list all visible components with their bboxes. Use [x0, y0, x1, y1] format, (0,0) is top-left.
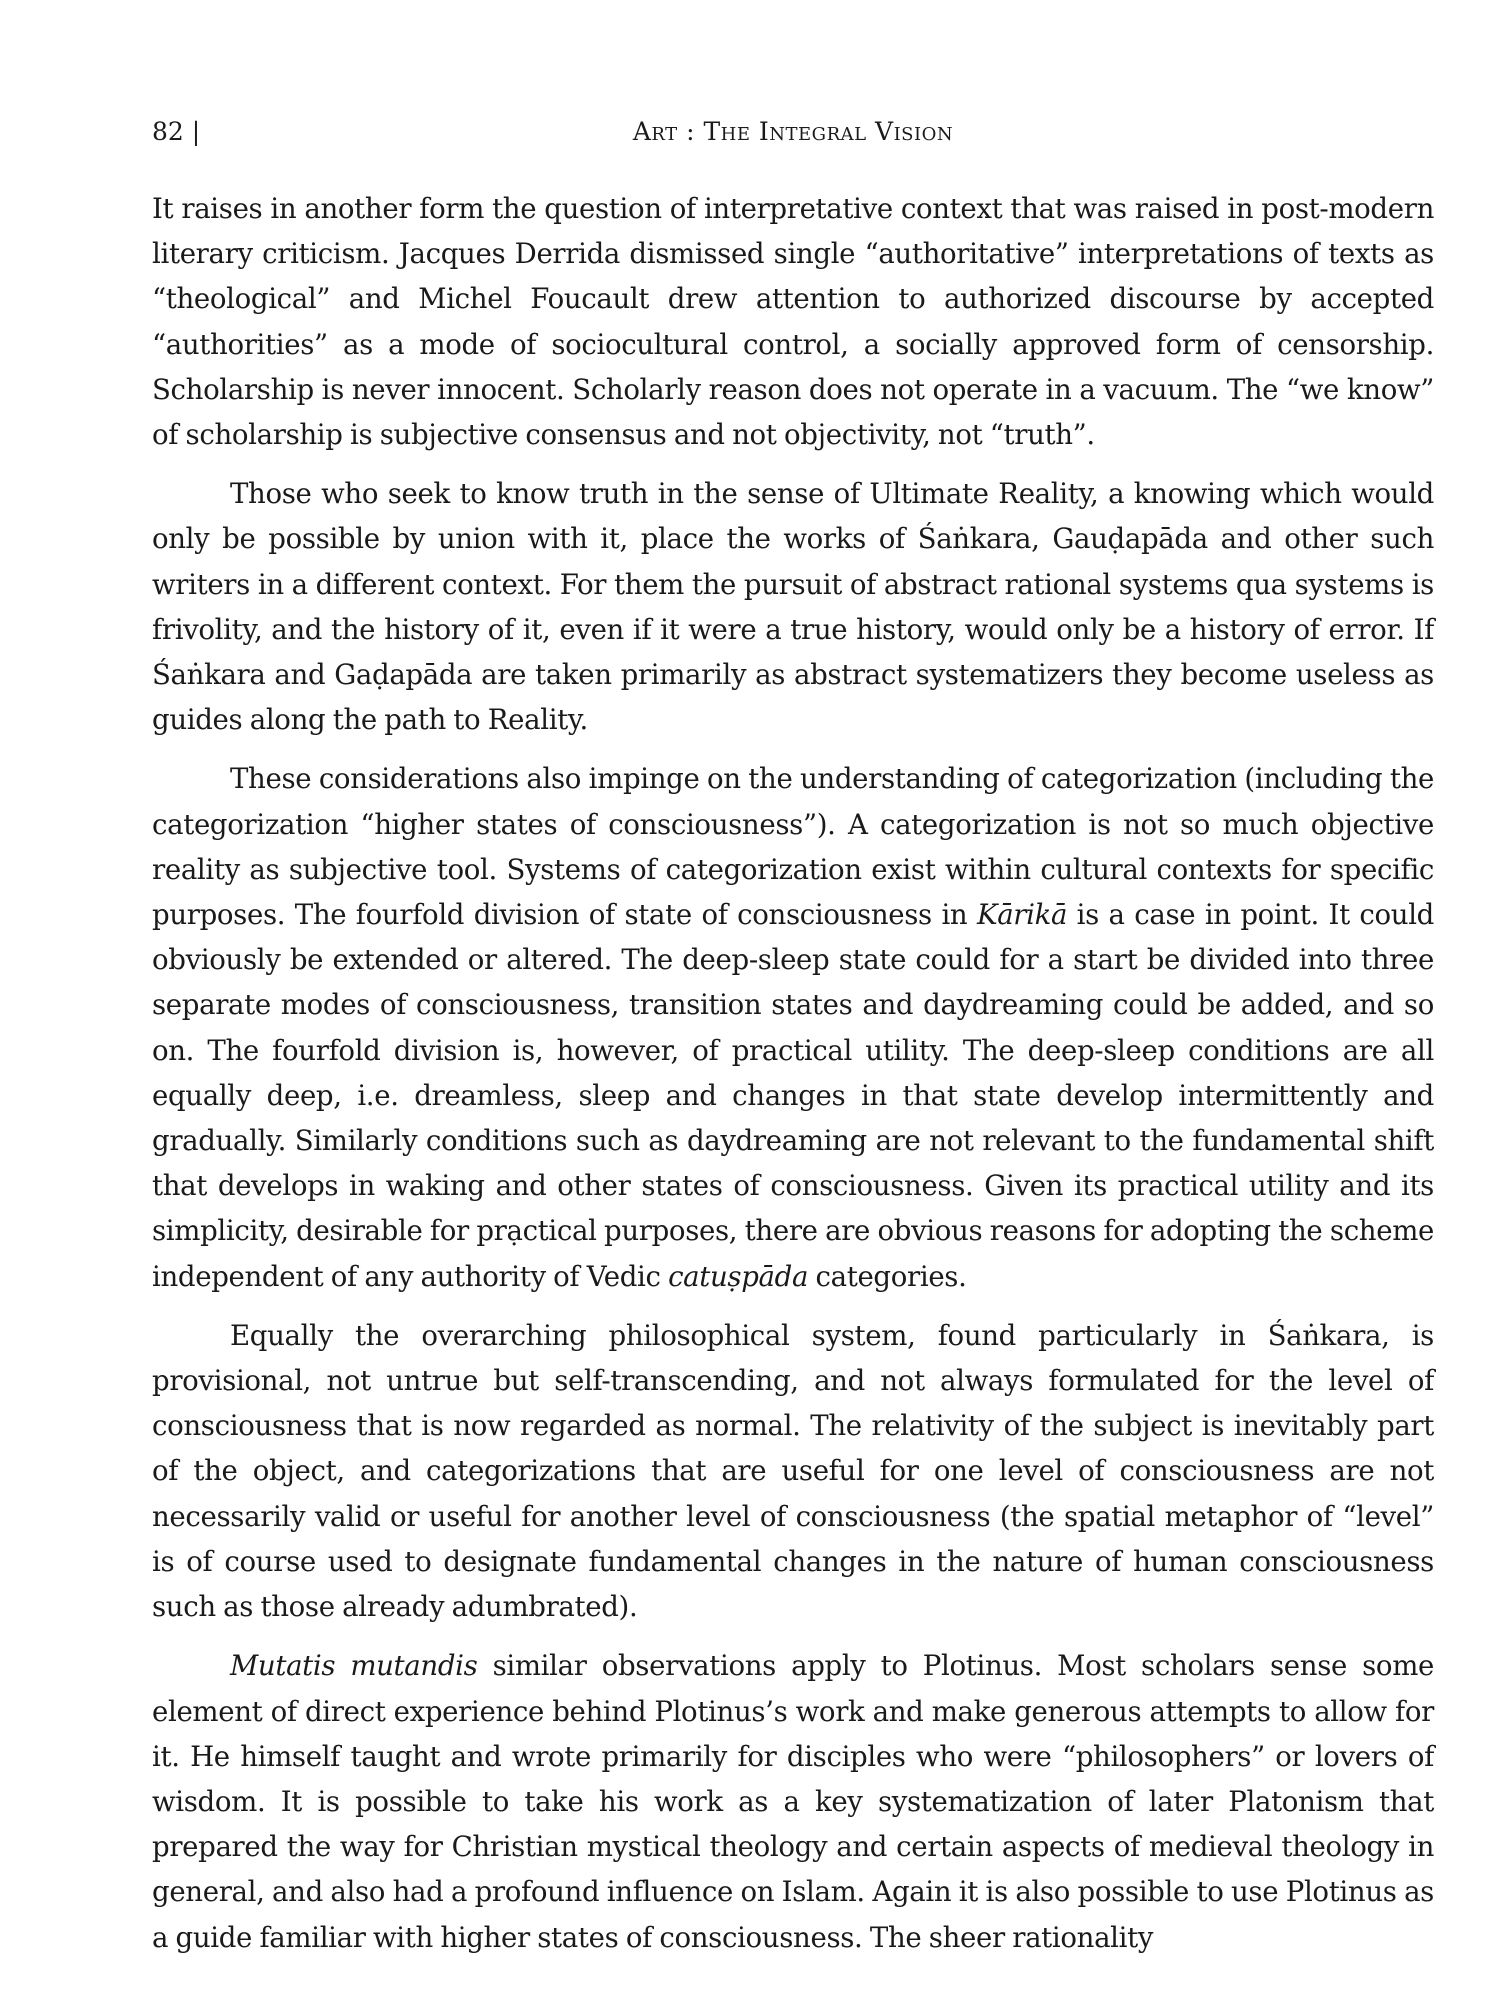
page-number: 82 |	[152, 117, 201, 146]
text-run: It raises in another form the question of interpretative context that was raised in post-modern literary criticism. Jacques Derrida dismissed single “authoritative” interpretations of texts as “theological” and Michel Foucault drew attention to authorized discourse by accepted “authorities” as a mode of sociocultural control, a socially approved form of censorship. Scholarship is never innocent. Scholarly reason does not operate in a vacuum. The “we know” of scholarship is subjective consensus and not objectivity, not “truth”.	[152, 192, 1434, 452]
text-run: Equally the overarching philosophical system, found particularly in Śaṅkara, is provisional, not untrue but self-transcending, and not always formulated for the level of consciousness that is now regarded as normal. The relativity of the subject is inevitably part of the object, and categorizations that are useful for one level of consciousness are not necessarily valid or useful for another level of consciousness (the spatial metaphor of “level” is of course used to designate fundamental changes in the nature of human consciousness such as those already adumbrated).	[152, 1318, 1434, 1624]
paragraph-2	[152, 471, 1434, 742]
paragraph-1	[152, 186, 1434, 457]
running-title: Art : The Integral Vision	[632, 117, 954, 146]
paragraph-4	[152, 1313, 1434, 1629]
italic-term: Kārikā	[976, 898, 1068, 932]
text-run: is a case in point. It could obviously be extended or altered. The deep-sleep state could for a start be divided into three separate modes of consciousness, transition states and daydreaming could be added, and so on. The fourfold division is, however, of practical utility. The deep-sleep conditions are all equally deep, i.e. dreamless, sleep and changes in that state develop intermittently and gradually. Similarly conditions such as daydreaming are not relevant to the fundamental shift that develops in waking and other states of consciousness. Given its practical utility and its simplicity, desirable for prạctical purposes, there are obvious reasons for adopting the scheme independent of any authority of Vedic	[152, 898, 1434, 1293]
paragraph-5	[152, 1643, 1434, 1959]
italic-term: Mutatis mutandis	[230, 1649, 478, 1683]
text-run: Those who seek to know truth in the sense of Ultimate Reality, a knowing which would only be possible by union with it, place the works of Śaṅkara, Gauḍapāda and other such writers in a different context. For them the pursuit of abstract rational systems qua systems is frivolity, and the history of it, even if it were a true history, would only be a history of error. If Śaṅkara and Gaḍapāda are taken primarily as abstract systematizers they become useless as guides along the path to Reality.	[152, 477, 1434, 737]
italic-term: catuṣpāda	[668, 1259, 809, 1293]
text-run: These considerations also impinge on the understanding of categorization (including the categorization “higher states of consciousness”). A categorization is not so much objective reality as subjective tool. Systems of categorization exist within cultural contexts for specific purposes. The fourfold division of state of consciousness in	[152, 762, 1434, 932]
page-header	[152, 112, 1434, 152]
text-run: similar observations apply to Plotinus. Most scholars sense some element of direct experience behind Plotinus’s work and make generous attempts to allow for it. He himself taught and wrote primarily for disciples who were “philosophers” or lovers of wisdom. It is possible to take his work as a key systematization of later Platonism that prepared the way for Christian mystical theology and certain aspects of medieval theology in general, and also had a profound influence on Islam. Again it is also possible to use Plotinus as a guide familiar with higher states of consciousness. The sheer rationality	[152, 1649, 1434, 1954]
paragraph-3	[152, 756, 1434, 1298]
body-text	[152, 186, 1434, 1974]
text-run: categories.	[808, 1259, 967, 1293]
